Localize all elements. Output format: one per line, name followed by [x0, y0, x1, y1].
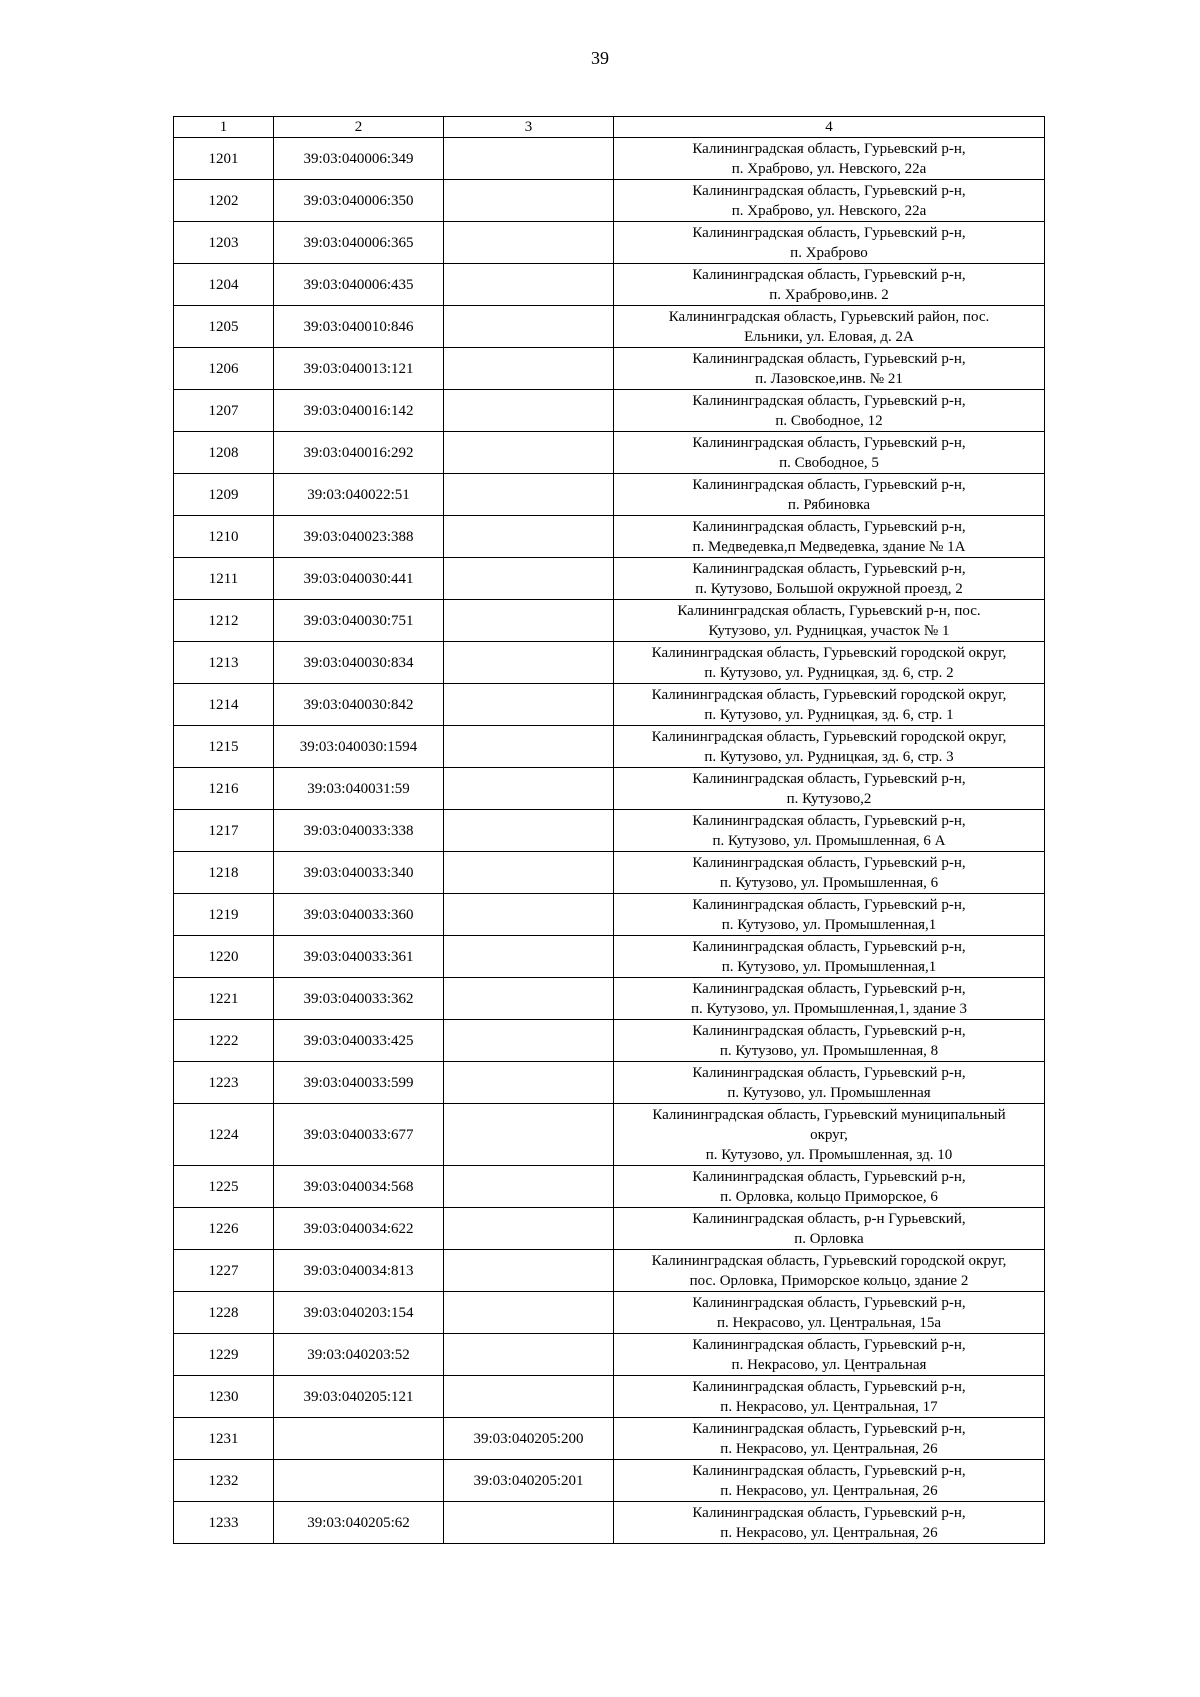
address-line: п. Кутузово, ул. Рудницкая, зд. 6, стр. 2	[704, 664, 954, 681]
row-number-cell: 1207	[174, 390, 274, 432]
row-number-cell: 1208	[174, 432, 274, 474]
table-row	[174, 474, 1045, 516]
address-line: п. Храброво,инв. 2	[769, 286, 889, 303]
address-line: п. Свободное, 12	[775, 412, 883, 429]
row-number-cell: 1204	[174, 264, 274, 306]
address-line: Калининградская область, Гурьевский р-н,	[692, 770, 966, 787]
cadastral-number-cell: 39:03:040033:362	[274, 978, 444, 1020]
address-line: Калининградская область, Гурьевский р-н,	[692, 1420, 966, 1437]
cadastral-number-cell: 39:03:040030:441	[274, 558, 444, 600]
table-row	[174, 642, 1045, 684]
cadastral-number-cell	[274, 1460, 444, 1502]
row-number-cell: 1220	[174, 936, 274, 978]
address-line: Калининградская область, Гурьевский р-н,	[692, 560, 966, 577]
address-line: п. Орловка	[794, 1230, 864, 1247]
row-number-cell: 1201	[174, 138, 274, 180]
row-number-cell: 1203	[174, 222, 274, 264]
cadastral-number-cell: 39:03:040013:121	[274, 348, 444, 390]
cadastral-number-cell: 39:03:040033:360	[274, 894, 444, 936]
column-header-1: 1	[174, 117, 274, 138]
address-line: Калининградская область, Гурьевский р-н,	[692, 182, 966, 199]
address-line: Калининградская область, Гурьевский муниципальный	[652, 1106, 1006, 1123]
table-row	[174, 810, 1045, 852]
cadastral-number-cell: 39:03:040016:142	[274, 390, 444, 432]
table-row	[174, 1502, 1045, 1544]
row-number-cell: 1211	[174, 558, 274, 600]
cadastral-number-cell: 39:03:040006:350	[274, 180, 444, 222]
address-line: п. Некрасово, ул. Центральная, 26	[720, 1524, 938, 1541]
secondary-cadastral-number-cell: 39:03:040205:201	[444, 1460, 614, 1502]
cadastral-number-cell: 39:03:040006:435	[274, 264, 444, 306]
row-number-cell: 1229	[174, 1334, 274, 1376]
address-cell	[614, 1020, 1045, 1062]
row-number-cell: 1223	[174, 1062, 274, 1104]
address-line: Калининградская область, Гурьевский р-н,	[692, 980, 966, 997]
address-cell	[614, 810, 1045, 852]
address-line: п. Храброво	[790, 244, 868, 261]
cadastral-number-cell: 39:03:040034:813	[274, 1250, 444, 1292]
table-row	[174, 684, 1045, 726]
cadastral-number-cell: 39:03:040030:751	[274, 600, 444, 642]
address-cell	[614, 1460, 1045, 1502]
row-number-cell: 1217	[174, 810, 274, 852]
secondary-cadastral-number-cell: 39:03:040205:200	[444, 1418, 614, 1460]
address-cell	[614, 138, 1045, 180]
table-row	[174, 432, 1045, 474]
address-line: Калининградская область, Гурьевский район, пос.	[668, 308, 990, 325]
address-cell	[614, 1334, 1045, 1376]
address-cell	[614, 1250, 1045, 1292]
address-line: Калининградская область, Гурьевский р-н,	[692, 1022, 966, 1039]
address-cell	[614, 600, 1045, 642]
address-line: Калининградская область, Гурьевский р-н,	[692, 476, 966, 493]
cadastral-number-cell: 39:03:040033:677	[274, 1104, 444, 1166]
table-row	[174, 1460, 1045, 1502]
secondary-cadastral-number-cell	[444, 306, 614, 348]
address-cell	[614, 432, 1045, 474]
address-line: округ,	[810, 1126, 848, 1143]
address-line: п. Медведевка,п Медведевка, здание № 1А	[692, 538, 966, 555]
address-line: Ельники, ул. Еловая, д. 2А	[744, 328, 914, 345]
secondary-cadastral-number-cell	[444, 684, 614, 726]
table-row	[174, 264, 1045, 306]
table-row	[174, 1062, 1045, 1104]
row-number-cell: 1226	[174, 1208, 274, 1250]
cadastral-number-cell: 39:03:040030:842	[274, 684, 444, 726]
address-line: Калининградская область, Гурьевский р-н, пос.	[677, 602, 981, 619]
secondary-cadastral-number-cell	[444, 348, 614, 390]
address-cell	[614, 390, 1045, 432]
address-cell	[614, 516, 1045, 558]
address-line: Калининградская область, Гурьевский р-н,	[692, 350, 966, 367]
address-cell	[614, 180, 1045, 222]
table-row	[174, 936, 1045, 978]
address-cell	[614, 684, 1045, 726]
table-row	[174, 852, 1045, 894]
address-line: п. Кутузово, ул. Промышленная,1	[721, 916, 937, 933]
table-header-row	[174, 117, 1045, 138]
table-row	[174, 600, 1045, 642]
row-number-cell: 1231	[174, 1418, 274, 1460]
address-cell	[614, 306, 1045, 348]
secondary-cadastral-number-cell	[444, 978, 614, 1020]
secondary-cadastral-number-cell	[444, 558, 614, 600]
row-number-cell: 1221	[174, 978, 274, 1020]
row-number-cell: 1232	[174, 1460, 274, 1502]
address-line: Калининградская область, Гурьевский р-н,	[692, 938, 966, 955]
secondary-cadastral-number-cell	[444, 726, 614, 768]
cadastral-number-cell: 39:03:040034:622	[274, 1208, 444, 1250]
address-cell	[614, 768, 1045, 810]
secondary-cadastral-number-cell	[444, 390, 614, 432]
address-line: п. Рябиновка	[787, 496, 871, 513]
table-row	[174, 138, 1045, 180]
secondary-cadastral-number-cell	[444, 264, 614, 306]
address-line: п. Кутузово,2	[786, 790, 872, 807]
address-cell	[614, 1166, 1045, 1208]
cadastral-number-cell: 39:03:040030:1594	[274, 726, 444, 768]
row-number-cell: 1206	[174, 348, 274, 390]
address-line: Калининградская область, Гурьевский городской округ,	[651, 686, 1007, 703]
address-line: п. Кутузово, ул. Промышленная, 6	[719, 874, 939, 891]
row-number-cell: 1210	[174, 516, 274, 558]
address-line: Калининградская область, Гурьевский городской округ,	[651, 1252, 1007, 1269]
cadastral-number-cell: 39:03:040006:349	[274, 138, 444, 180]
column-header-4: 4	[614, 117, 1045, 138]
secondary-cadastral-number-cell	[444, 1292, 614, 1334]
address-line: Калининградская область, Гурьевский р-н,	[692, 1462, 966, 1479]
row-number-cell: 1233	[174, 1502, 274, 1544]
row-number-cell: 1212	[174, 600, 274, 642]
address-line: Калининградская область, Гурьевский р-н,	[692, 812, 966, 829]
secondary-cadastral-number-cell	[444, 936, 614, 978]
table-row	[174, 306, 1045, 348]
table-row	[174, 1020, 1045, 1062]
address-line: п. Кутузово, Большой окружной проезд, 2	[695, 580, 963, 597]
address-line: Калининградская область, Гурьевский р-н,	[692, 392, 966, 409]
row-number-cell: 1222	[174, 1020, 274, 1062]
address-line: Калининградская область, Гурьевский р-н,	[692, 1064, 966, 1081]
address-cell	[614, 1208, 1045, 1250]
table-row	[174, 726, 1045, 768]
address-line: п. Кутузово, ул. Промышленная, 6 А	[712, 832, 946, 849]
table-row	[174, 516, 1045, 558]
cadastral-number-cell: 39:03:040030:834	[274, 642, 444, 684]
cadastral-number-cell: 39:03:040033:340	[274, 852, 444, 894]
address-cell	[614, 1104, 1045, 1166]
secondary-cadastral-number-cell	[444, 642, 614, 684]
column-header-3: 3	[444, 117, 614, 138]
address-cell	[614, 1292, 1045, 1334]
cadastral-number-cell: 39:03:040031:59	[274, 768, 444, 810]
address-line: Кутузово, ул. Рудницкая, участок № 1	[708, 622, 950, 639]
secondary-cadastral-number-cell	[444, 600, 614, 642]
table-row	[174, 1104, 1045, 1166]
address-cell	[614, 1376, 1045, 1418]
address-line: п. Кутузово, ул. Промышленная	[727, 1084, 931, 1101]
table-row	[174, 1208, 1045, 1250]
address-cell	[614, 1502, 1045, 1544]
address-line: п. Свободное, 5	[779, 454, 879, 471]
address-line: п. Кутузово, ул. Рудницкая, зд. 6, стр. 3	[704, 748, 954, 765]
secondary-cadastral-number-cell	[444, 138, 614, 180]
address-line: Калининградская область, Гурьевский р-н,	[692, 518, 966, 535]
address-cell	[614, 264, 1045, 306]
address-cell	[614, 642, 1045, 684]
secondary-cadastral-number-cell	[444, 1250, 614, 1292]
cadastral-number-cell: 39:03:040033:425	[274, 1020, 444, 1062]
row-number-cell: 1227	[174, 1250, 274, 1292]
secondary-cadastral-number-cell	[444, 894, 614, 936]
address-cell	[614, 474, 1045, 516]
row-number-cell: 1214	[174, 684, 274, 726]
address-line: п. Кутузово, ул. Промышленная,1, здание 3	[691, 1000, 967, 1017]
address-cell	[614, 1062, 1045, 1104]
cadastral-number-cell: 39:03:040033:599	[274, 1062, 444, 1104]
address-line: Калининградская область, Гурьевский р-н,	[692, 1378, 966, 1395]
cadastral-number-cell: 39:03:040033:361	[274, 936, 444, 978]
table-row	[174, 558, 1045, 600]
row-number-cell: 1213	[174, 642, 274, 684]
row-number-cell: 1228	[174, 1292, 274, 1334]
address-cell	[614, 726, 1045, 768]
address-line: п. Храброво, ул. Невского, 22а	[731, 160, 927, 177]
secondary-cadastral-number-cell	[444, 516, 614, 558]
cadastral-number-cell: 39:03:040205:62	[274, 1502, 444, 1544]
row-number-cell: 1218	[174, 852, 274, 894]
address-line: п. Храброво, ул. Невского, 22а	[731, 202, 927, 219]
table-row	[174, 180, 1045, 222]
cadastral-number-cell: 39:03:040016:292	[274, 432, 444, 474]
row-number-cell: 1224	[174, 1104, 274, 1166]
address-cell	[614, 894, 1045, 936]
row-number-cell: 1219	[174, 894, 274, 936]
cadastral-table	[173, 116, 1045, 1544]
secondary-cadastral-number-cell	[444, 810, 614, 852]
address-line: Калининградская область, р-н Гурьевский,	[692, 1210, 966, 1227]
address-line: п. Некрасово, ул. Центральная, 15а	[716, 1314, 942, 1331]
address-line: Калининградская область, Гурьевский р-н,	[692, 140, 966, 157]
cadastral-number-cell	[274, 1418, 444, 1460]
table-row	[174, 348, 1045, 390]
address-line: Калининградская область, Гурьевский р-н,	[692, 854, 966, 871]
table-row	[174, 1292, 1045, 1334]
address-cell	[614, 936, 1045, 978]
address-line: п. Кутузово, ул. Промышленная, зд. 10	[705, 1146, 953, 1163]
address-line: п. Кутузово, ул. Промышленная,1	[721, 958, 937, 975]
address-line: п. Некрасово, ул. Центральная, 17	[720, 1398, 938, 1415]
table-row	[174, 1250, 1045, 1292]
cadastral-number-cell: 39:03:040033:338	[274, 810, 444, 852]
cadastral-number-cell: 39:03:040203:154	[274, 1292, 444, 1334]
address-line: п. Некрасово, ул. Центральная, 26	[720, 1482, 938, 1499]
address-line: Калининградская область, Гурьевский р-н,	[692, 266, 966, 283]
address-line: Калининградская область, Гурьевский р-н,	[692, 224, 966, 241]
row-number-cell: 1202	[174, 180, 274, 222]
column-header-2: 2	[274, 117, 444, 138]
address-line: п. Некрасово, ул. Центральная	[731, 1356, 927, 1373]
row-number-cell: 1205	[174, 306, 274, 348]
table-row	[174, 1376, 1045, 1418]
row-number-cell: 1216	[174, 768, 274, 810]
cadastral-number-cell: 39:03:040010:846	[274, 306, 444, 348]
address-line: Калининградская область, Гурьевский р-н,	[692, 1504, 966, 1521]
table-row	[174, 768, 1045, 810]
secondary-cadastral-number-cell	[444, 474, 614, 516]
secondary-cadastral-number-cell	[444, 852, 614, 894]
address-line: Калининградская область, Гурьевский р-н,	[692, 1336, 966, 1353]
cadastral-number-cell: 39:03:040203:52	[274, 1334, 444, 1376]
secondary-cadastral-number-cell	[444, 768, 614, 810]
address-line: Калининградская область, Гурьевский р-н,	[692, 1294, 966, 1311]
page-number: 39	[591, 48, 609, 68]
secondary-cadastral-number-cell	[444, 432, 614, 474]
secondary-cadastral-number-cell	[444, 1334, 614, 1376]
table-row	[174, 1166, 1045, 1208]
address-line: Калининградская область, Гурьевский р-н,	[692, 896, 966, 913]
address-line: пос. Орловка, Приморское кольцо, здание 2	[689, 1272, 969, 1289]
address-cell	[614, 558, 1045, 600]
secondary-cadastral-number-cell	[444, 1104, 614, 1166]
row-number-cell: 1209	[174, 474, 274, 516]
address-line: п. Орловка, кольцо Приморское, 6	[720, 1188, 938, 1205]
secondary-cadastral-number-cell	[444, 1166, 614, 1208]
table-row	[174, 978, 1045, 1020]
row-number-cell: 1215	[174, 726, 274, 768]
secondary-cadastral-number-cell	[444, 180, 614, 222]
address-line: п. Кутузово, ул. Промышленная, 8	[719, 1042, 939, 1059]
row-number-cell: 1225	[174, 1166, 274, 1208]
table-row	[174, 222, 1045, 264]
secondary-cadastral-number-cell	[444, 222, 614, 264]
secondary-cadastral-number-cell	[444, 1208, 614, 1250]
cadastral-number-cell: 39:03:040023:388	[274, 516, 444, 558]
secondary-cadastral-number-cell	[444, 1020, 614, 1062]
address-line: п. Кутузово, ул. Рудницкая, зд. 6, стр. 1	[704, 706, 954, 723]
cadastral-number-cell: 39:03:040034:568	[274, 1166, 444, 1208]
address-line: п. Некрасово, ул. Центральная, 26	[720, 1440, 938, 1457]
address-cell	[614, 348, 1045, 390]
address-line: п. Лазовское,инв. № 21	[755, 370, 903, 387]
cadastral-number-cell: 39:03:040006:365	[274, 222, 444, 264]
address-cell	[614, 222, 1045, 264]
address-line: Калининградская область, Гурьевский городской округ,	[651, 728, 1007, 745]
table-body	[174, 138, 1045, 1544]
secondary-cadastral-number-cell	[444, 1376, 614, 1418]
cadastral-number-cell: 39:03:040205:121	[274, 1376, 444, 1418]
secondary-cadastral-number-cell	[444, 1502, 614, 1544]
address-line: Калининградская область, Гурьевский р-н,	[692, 434, 966, 451]
table-row	[174, 1418, 1045, 1460]
address-line: Калининградская область, Гурьевский городской округ,	[651, 644, 1007, 661]
address-cell	[614, 1418, 1045, 1460]
table-row	[174, 390, 1045, 432]
table-row	[174, 894, 1045, 936]
table-row	[174, 1334, 1045, 1376]
secondary-cadastral-number-cell	[444, 1062, 614, 1104]
address-cell	[614, 852, 1045, 894]
address-line: Калининградская область, Гурьевский р-н,	[692, 1168, 966, 1185]
row-number-cell: 1230	[174, 1376, 274, 1418]
cadastral-number-cell: 39:03:040022:51	[274, 474, 444, 516]
address-cell	[614, 978, 1045, 1020]
